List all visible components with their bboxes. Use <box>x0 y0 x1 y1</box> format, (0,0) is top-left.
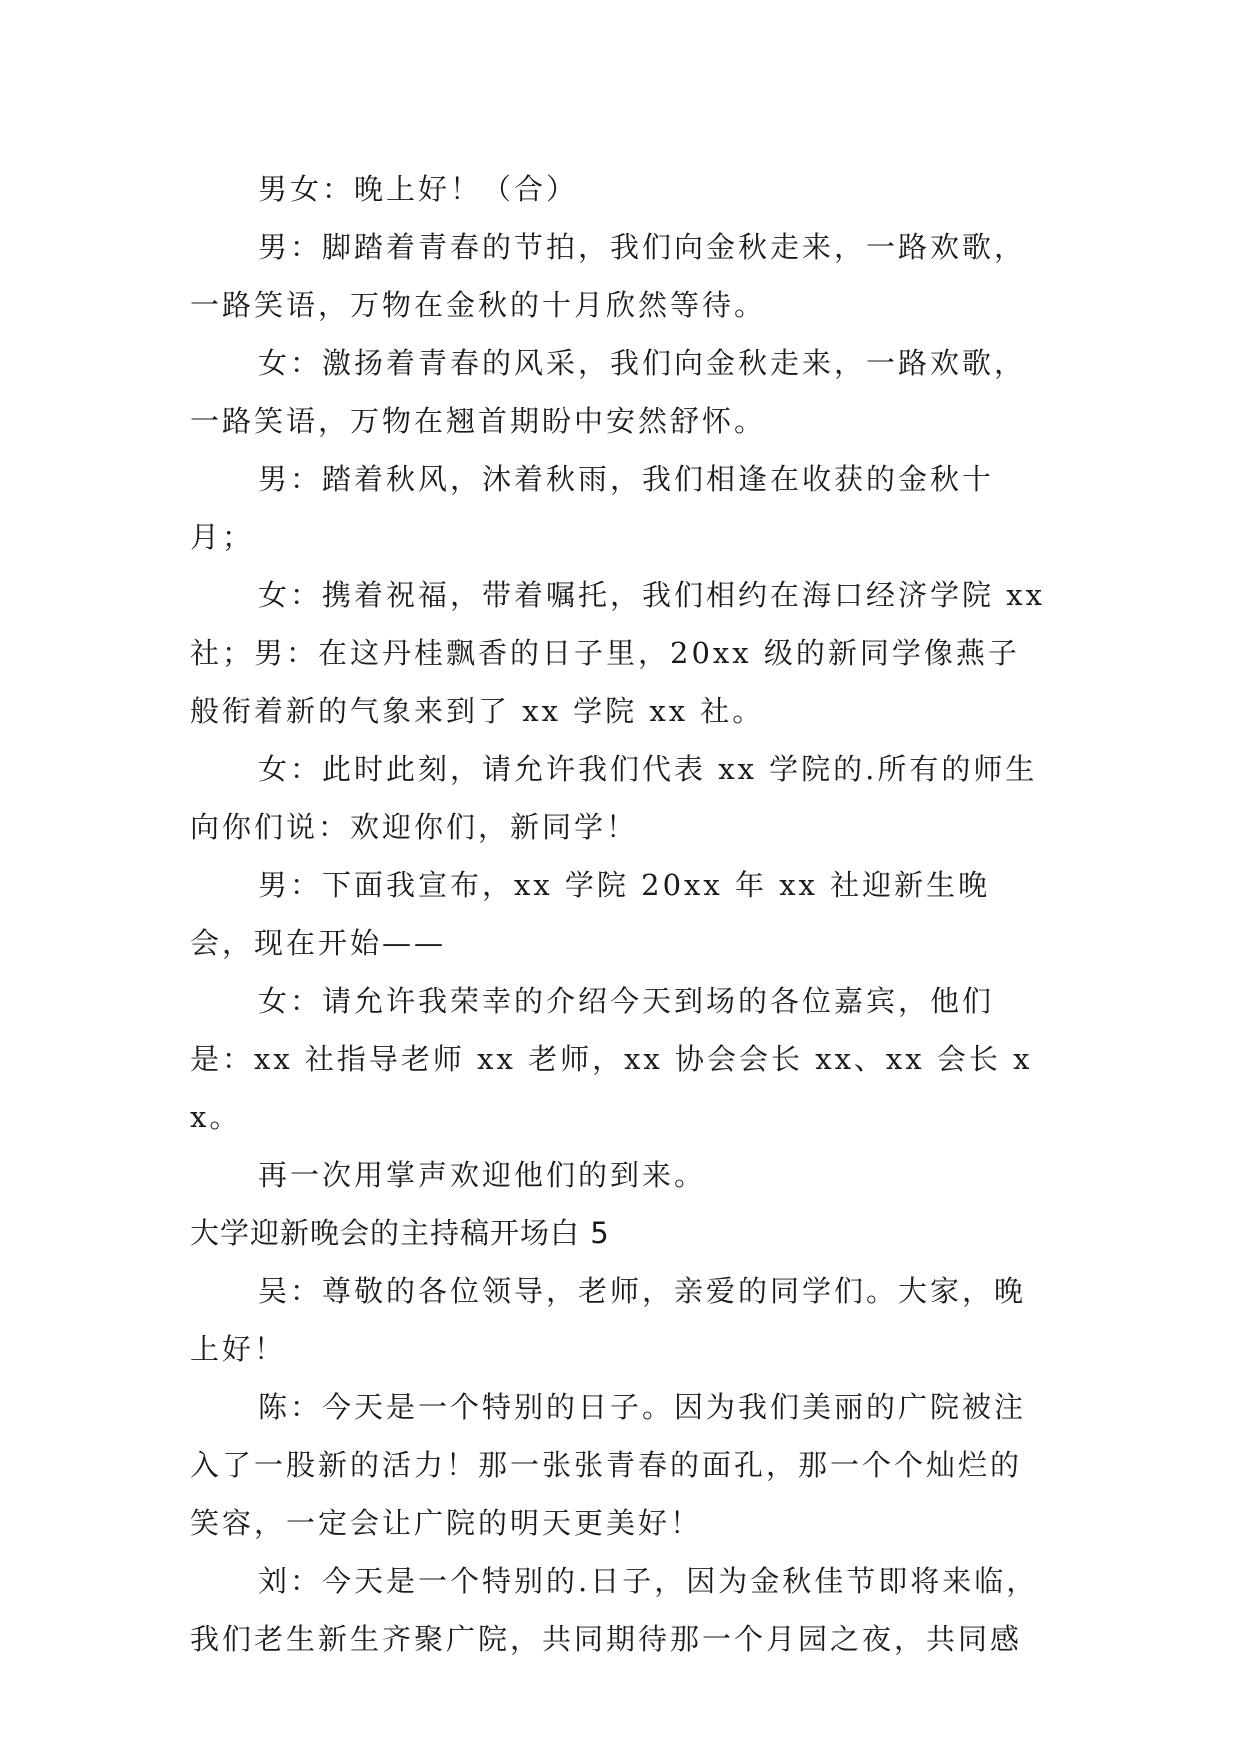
paragraph: 刘：今天是一个特别的.日子，因为金秋佳节即将来临，我们老生新生齐聚广院，共同期待那一个月园之夜，共同感 <box>190 1564 1039 1656</box>
paragraph: 女：携着祝福，带着嘱托，我们相约在海口经济学院 xx 社；男：在这丹桂飘香的日子里，20xx 级的新同学像燕子般衔着新的气象来到了 xx 学院 xx 社。 <box>190 578 1045 728</box>
paragraph: 女：此时此刻，请允许我们代表 xx 学院的.所有的师生向你们说：欢迎你们，新同学！ <box>190 752 1038 844</box>
paragraph: 男：踏着秋风，沐着秋雨，我们相逢在收获的金秋十月； <box>190 462 995 554</box>
paragraph: 男：下面我宣布，xx 学院 20xx 年 xx 社迎新生晚会，现在开始—— <box>190 868 991 960</box>
paragraph: 女：请允许我荣幸的介绍今天到场的各位嘉宾，他们是：xx 社指导老师 xx 老师，xx 协会会长 xx、xx 会长 xx。 <box>190 984 1033 1134</box>
paragraph: 男女：晚上好！（合） <box>258 172 579 206</box>
paragraph: 吴：尊敬的各位领导，老师，亲爱的同学们。大家，晚上好！ <box>190 1274 1027 1366</box>
paragraph: 男：脚踏着青春的节拍，我们向金秋走来，一路欢歌，一路笑语，万物在金秋的十月欣然等待。 <box>190 230 1027 322</box>
document-body <box>190 160 1050 1668</box>
paragraph: 女：激扬着青春的风采，我们向金秋走来，一路欢歌，一路笑语，万物在翘首期盼中安然舒怀。 <box>190 346 1027 438</box>
section-heading: 大学迎新晚会的主持稿开场白 5 <box>190 1216 610 1250</box>
paragraph: 陈：今天是一个特别的日子。因为我们美丽的广院被注入了一股新的活力！那一张张青春的面孔，那一个个灿烂的笑容，一定会让广院的明天更美好！ <box>190 1390 1027 1540</box>
paragraph: 再一次用掌声欢迎他们的到来。 <box>258 1158 707 1192</box>
